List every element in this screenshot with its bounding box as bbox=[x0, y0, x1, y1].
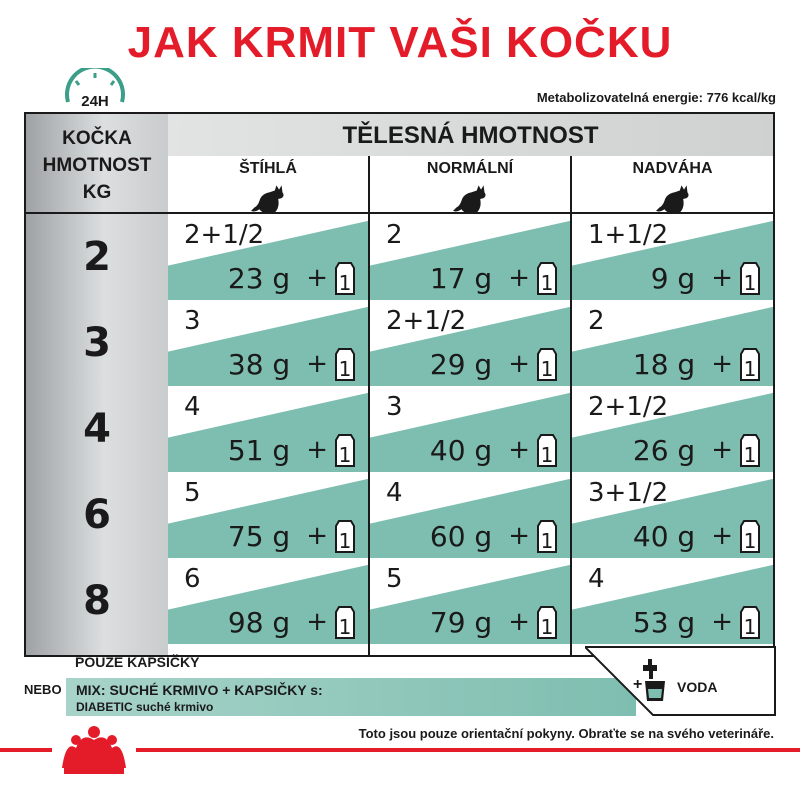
cat-icon bbox=[651, 182, 695, 216]
pouch-icon bbox=[536, 518, 558, 554]
plus-sign: + bbox=[711, 435, 733, 465]
plus-sign: + bbox=[711, 349, 733, 379]
pouch-count-label: 1 bbox=[743, 443, 757, 467]
plus-sign: + bbox=[306, 263, 328, 293]
pouch-icon bbox=[536, 260, 558, 296]
dry-food-amount bbox=[633, 518, 761, 554]
plus-sign: + bbox=[306, 435, 328, 465]
cat-icon bbox=[448, 182, 492, 216]
weight-value: 2 bbox=[83, 234, 111, 280]
pouch-count-label: 1 bbox=[540, 271, 554, 295]
pouch-icon bbox=[334, 346, 356, 382]
feeding-cell bbox=[168, 386, 368, 472]
plus-sign: + bbox=[508, 607, 530, 637]
feeding-cell bbox=[370, 214, 570, 300]
pouch-count-label: 1 bbox=[540, 357, 554, 381]
pouch-count: 4 bbox=[588, 564, 605, 594]
grid-line bbox=[368, 156, 370, 657]
pouch-icon bbox=[739, 432, 761, 468]
grams-value: 79 g bbox=[429, 605, 493, 639]
feeding-cell bbox=[168, 472, 368, 558]
pouch-icon bbox=[334, 432, 356, 468]
feeding-cell bbox=[370, 472, 570, 558]
legend-diabetic: DIABETIC suché krmivo bbox=[76, 700, 214, 714]
dry-food-amount bbox=[430, 346, 558, 382]
pouch-count-label: 1 bbox=[338, 443, 352, 467]
column-header bbox=[370, 156, 570, 212]
grams-value: 40 g bbox=[429, 433, 493, 467]
pouch-count-label: 1 bbox=[743, 615, 757, 639]
royal-canin-crown-logo bbox=[52, 718, 136, 782]
weight-value: 8 bbox=[83, 578, 111, 624]
plus-sign: + bbox=[306, 349, 328, 379]
plus-sign: + bbox=[508, 263, 530, 293]
grams-value: 60 g bbox=[429, 519, 493, 553]
column-header bbox=[168, 156, 368, 212]
pouch-count-label: 1 bbox=[540, 615, 554, 639]
feeding-cell bbox=[370, 558, 570, 644]
plus-sign: + bbox=[711, 521, 733, 551]
column-header bbox=[572, 156, 773, 212]
grams-value: 26 g bbox=[632, 433, 696, 467]
pouch-icon bbox=[739, 604, 761, 640]
feeding-cell bbox=[572, 558, 773, 644]
feeding-cell bbox=[572, 214, 773, 300]
grams-value: 29 g bbox=[429, 347, 493, 381]
dry-food-amount bbox=[430, 432, 558, 468]
column-label: ŠTÍHLÁ bbox=[239, 160, 297, 177]
grid-line bbox=[570, 156, 572, 657]
pouch-icon bbox=[536, 432, 558, 468]
grams-value: 18 g bbox=[632, 347, 696, 381]
pouch-icon bbox=[334, 260, 356, 296]
pouch-icon bbox=[739, 260, 761, 296]
clock-icon bbox=[62, 68, 128, 118]
pouch-count-label: 1 bbox=[338, 615, 352, 639]
dry-food-amount bbox=[430, 518, 558, 554]
body-weight-header: TĚLESNÁ HMOTNOST bbox=[342, 122, 599, 149]
dry-food-amount bbox=[430, 260, 558, 296]
weight-header-line: HMOTNOST bbox=[42, 155, 152, 176]
cat-icon bbox=[246, 182, 290, 216]
dry-food-amount bbox=[633, 346, 761, 382]
feeding-cell bbox=[168, 558, 368, 644]
plus-sign: + bbox=[508, 349, 530, 379]
legend-or: NEBO bbox=[24, 682, 62, 697]
pouch-count-label: 1 bbox=[743, 529, 757, 553]
pouch-count: 2+1/2 bbox=[588, 392, 669, 422]
feeding-cell bbox=[168, 300, 368, 386]
grams-value: 51 g bbox=[227, 433, 291, 467]
pouch-icon bbox=[739, 346, 761, 382]
water-plus: + bbox=[633, 676, 643, 693]
feeding-cell bbox=[370, 300, 570, 386]
pouch-count: 2 bbox=[386, 220, 403, 250]
pouch-count-label: 1 bbox=[743, 357, 757, 381]
plus-sign: + bbox=[711, 263, 733, 293]
feeding-cell bbox=[572, 386, 773, 472]
feeding-cell bbox=[168, 214, 368, 300]
cat-weight-header bbox=[26, 126, 168, 207]
page-title: JAK KRMIT VAŠI KOČKU bbox=[127, 18, 673, 67]
dry-food-amount bbox=[633, 604, 761, 640]
pouch-count: 1+1/2 bbox=[588, 220, 669, 250]
dry-food-amount bbox=[228, 604, 356, 640]
plus-sign: + bbox=[508, 521, 530, 551]
legend-pouches-only: POUZE KAPSIČKY bbox=[75, 654, 200, 670]
weight-header-line: KG bbox=[82, 182, 112, 203]
column-label: NADVÁHA bbox=[632, 160, 713, 177]
pouch-icon bbox=[739, 518, 761, 554]
plus-sign: + bbox=[711, 607, 733, 637]
plus-sign: + bbox=[306, 521, 328, 551]
plus-sign: + bbox=[306, 607, 328, 637]
pouch-count: 5 bbox=[386, 564, 403, 594]
pouch-icon bbox=[536, 346, 558, 382]
legend-mix: MIX: SUCHÉ KRMIVO + KAPSIČKY s: bbox=[76, 682, 323, 698]
pouch-count: 3+1/2 bbox=[588, 478, 669, 508]
footer-note: Toto jsou pouze orientační pokyny. Obraťte se na svého veterináře. bbox=[358, 726, 774, 741]
grams-value: 40 g bbox=[632, 519, 696, 553]
pouch-icon bbox=[334, 518, 356, 554]
weight-value: 3 bbox=[83, 320, 111, 366]
pouch-count: 3 bbox=[386, 392, 403, 422]
pouch-icon bbox=[536, 604, 558, 640]
pouch-count: 4 bbox=[184, 392, 201, 422]
grams-value: 53 g bbox=[632, 605, 696, 639]
pouch-count: 2 bbox=[588, 306, 605, 336]
pouch-count: 6 bbox=[184, 564, 201, 594]
feeding-cell bbox=[370, 386, 570, 472]
pouch-count-label: 1 bbox=[338, 529, 352, 553]
dry-food-amount bbox=[228, 518, 356, 554]
plus-sign: + bbox=[508, 435, 530, 465]
pouch-count-label: 1 bbox=[540, 529, 554, 553]
weight-value: 6 bbox=[83, 492, 111, 538]
dry-food-amount bbox=[633, 432, 761, 468]
feeding-cell bbox=[572, 300, 773, 386]
column-label: NORMÁLNÍ bbox=[426, 160, 514, 177]
pouch-icon bbox=[334, 604, 356, 640]
dry-food-amount bbox=[228, 346, 356, 382]
pouch-count: 5 bbox=[184, 478, 201, 508]
pouch-count-label: 1 bbox=[540, 443, 554, 467]
water-label: VODA bbox=[677, 679, 718, 695]
grams-value: 9 g bbox=[650, 261, 696, 295]
weight-header-line: KOČKA bbox=[62, 128, 132, 149]
grid-line bbox=[26, 212, 773, 214]
pouch-count-label: 1 bbox=[338, 357, 352, 381]
pouch-count-label: 1 bbox=[338, 271, 352, 295]
pouch-count: 3 bbox=[184, 306, 201, 336]
pouch-count: 2+1/2 bbox=[184, 220, 265, 250]
pouch-count: 2+1/2 bbox=[386, 306, 467, 336]
dry-food-amount bbox=[430, 604, 558, 640]
grams-value: 75 g bbox=[227, 519, 291, 553]
dry-food-amount bbox=[228, 432, 356, 468]
clock-label: 24H bbox=[81, 93, 109, 110]
grams-value: 98 g bbox=[227, 605, 291, 639]
dry-food-amount bbox=[228, 260, 356, 296]
feeding-cell bbox=[572, 472, 773, 558]
pouch-count: 4 bbox=[386, 478, 403, 508]
grams-value: 38 g bbox=[227, 347, 291, 381]
grams-value: 23 g bbox=[227, 261, 291, 295]
grams-value: 17 g bbox=[429, 261, 493, 295]
feeding-table bbox=[24, 112, 775, 657]
dry-food-amount bbox=[651, 260, 761, 296]
energy-info: Metabolizovatelná energie: 776 kcal/kg bbox=[536, 90, 776, 105]
weight-value: 4 bbox=[83, 406, 111, 452]
pouch-count-label: 1 bbox=[743, 271, 757, 295]
